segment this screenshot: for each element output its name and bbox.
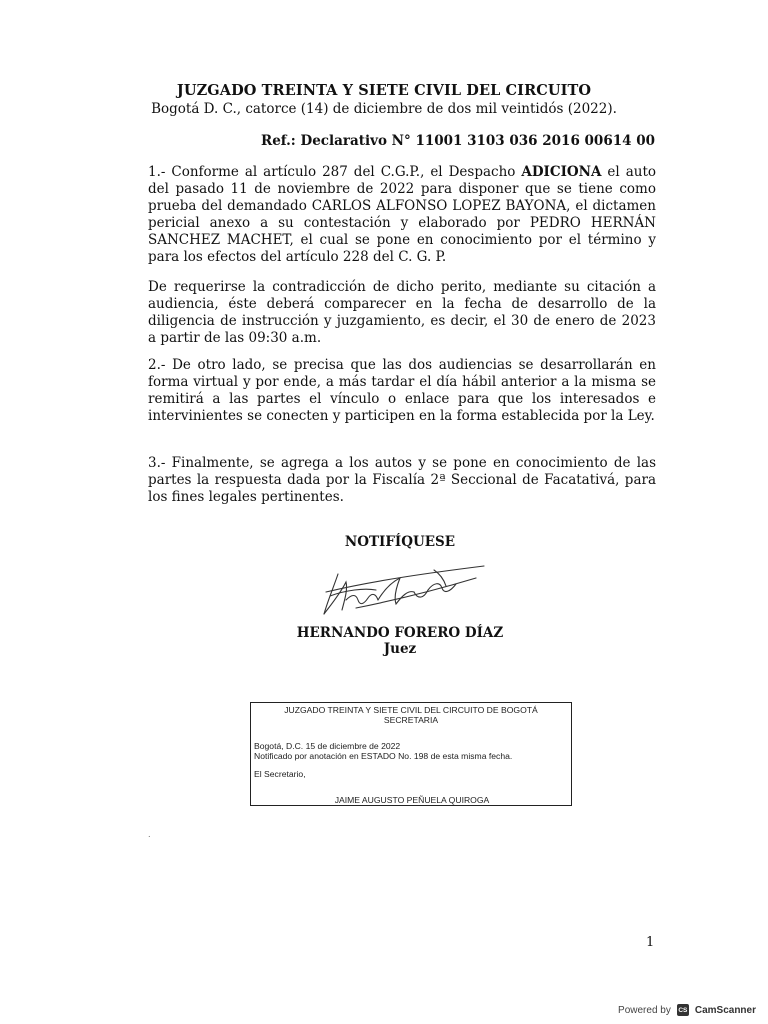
paragraph-1-rest: el auto del pasado 11 de noviembre de 2022 para disponer que se tiene como prueba del demandado CARLOS ALFONSO LOPEZ BAYONA, el dictamen pericial anexo a su contestación y elaborado por PEDRO HERNÁN SANCHEZ MACHET, el cual se pone en conocimiento por el término y para los efectos del artículo 228 del C. G. P.: [148, 164, 656, 265]
paragraph-1-start: 1.- Conforme al artículo 287 del C.G.P., el Despacho: [148, 164, 522, 180]
paragraph-1-keyword: ADICIONA: [521, 164, 602, 180]
case-reference: Ref.: Declarativo N° 11001 3103 036 2016 00614 00: [260, 133, 655, 149]
stamp-secretary-name: JAIME AUGUSTO PEÑUELA QUIROGA: [334, 795, 490, 805]
camscanner-watermark: [618, 1004, 756, 1016]
stamp-court: JUZGADO TREINTA Y SIETE CIVIL DEL CIRCUITO DE BOGOTÁ: [284, 705, 538, 715]
camscanner-brand: CamScanner: [694, 1004, 756, 1016]
paragraph-4: 3.- Finalmente, se agrega a los autos y se pone en conocimiento de las partes la respuesta dada por la Fiscalía 2ª Seccional de Facatativá, para los fines legales pertinentes.: [148, 455, 656, 505]
stamp-department: SECRETARIA: [383, 715, 439, 725]
page-number: 1: [646, 935, 655, 950]
judge-signature: [316, 560, 486, 622]
powered-by-label: Powered by: [618, 1004, 671, 1016]
stray-mark: .: [148, 830, 151, 839]
secretary-notification-stamp: [250, 702, 572, 806]
stamp-date: Bogotá, D.C. 15 de diciembre de 2022: [254, 741, 401, 751]
paragraph-2: De requerirse la contradicción de dicho perito, mediante su citación a audiencia, éste deberá comparecer en la fecha de desarrollo de la diligencia de instrucción y juzgamiento, es decir, el 30 de enero de 2023 a partir de las 09:30 a.m.: [148, 279, 656, 346]
judge-role: Juez: [383, 641, 417, 657]
document-date: Bogotá D. C., catorce (14) de diciembre de dos mil veintidós (2022).: [151, 101, 617, 117]
stamp-secretary-label: El Secretario,: [254, 769, 306, 779]
notify-heading: NOTIFÍQUESE: [344, 534, 456, 550]
court-title: JUZGADO TREINTA Y SIETE CIVIL DEL CIRCUITO: [176, 82, 592, 99]
judge-name: HERNANDO FORERO DÍAZ: [296, 625, 504, 641]
paragraph-1: [148, 164, 656, 266]
stamp-notice: Notificado por anotación en ESTADO No. 198 de esta misma fecha.: [254, 751, 513, 761]
paragraph-3: 2.- De otro lado, se precisa que las dos audiencias se desarrollarán en forma virtual y por ende, a más tardar el día hábil anterior a la misma se remitirá a las partes el vínculo o enlace para que los interesados e intervinientes se conecten y participen en la forma establecida por la Ley.: [148, 357, 656, 424]
camscanner-logo-icon: CS: [677, 1004, 689, 1016]
